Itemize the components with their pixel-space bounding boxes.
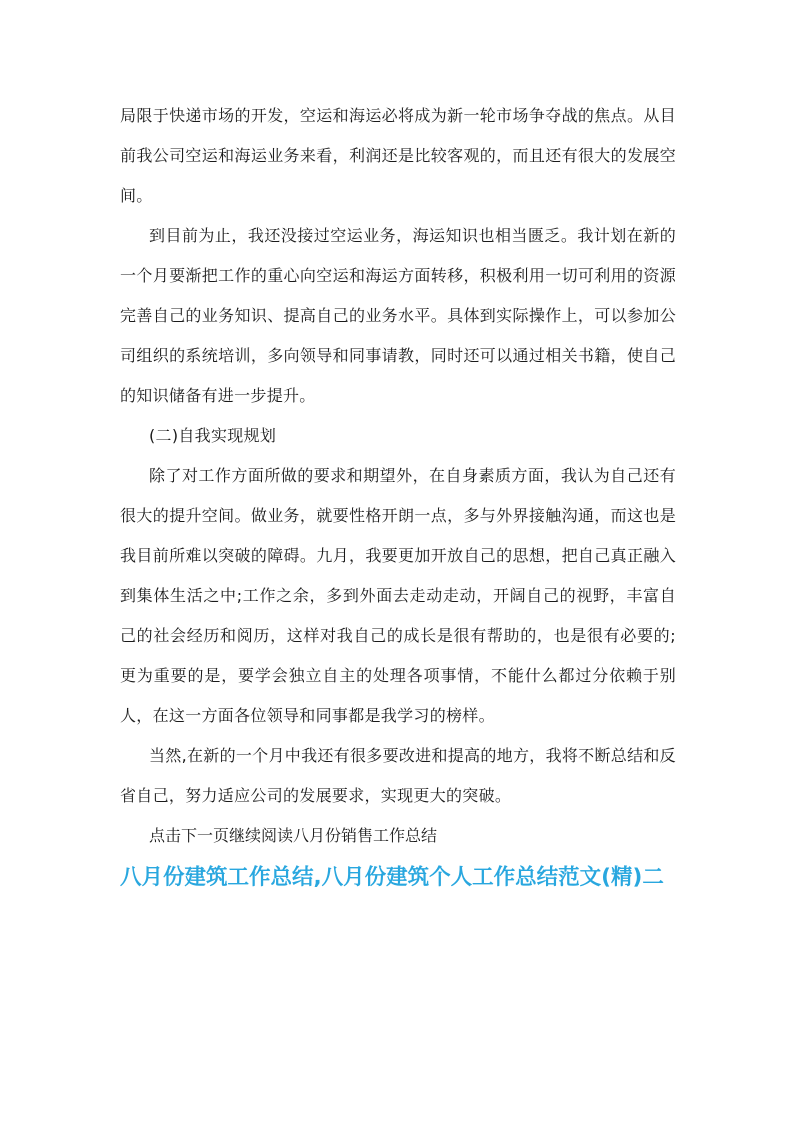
subheading-self-realization: (二)自我实现规划 (149, 426, 277, 445)
section-heading: 八月份建筑工作总结,八月份建筑个人工作总结范文(精)二 (120, 865, 664, 890)
paragraph-continuation: 局限于快递市场的开发，空运和海运必将成为新一轮市场争夺战的焦点。从目前我公司空运和海运业务来看，利润还是比较客观的，而且还有很大的发展空间。 (120, 106, 676, 205)
paragraph-conclusion: 当然,在新的一个月中我还有很多要改进和提高的地方，我将不断总结和反省自己，努力适应公司的发展要求，实现更大的突破。 (120, 746, 676, 805)
paragraph-self-improvement: 除了对工作方面所做的要求和期望外，在自身素质方面，我认为自己还有很大的提升空间。做业务，就要性格开朗一点，多与外界接触沟通，而这也是我目前所难以突破的障碍。九月，我要更加开放自己的思想，把自己真正融入到集体生活之中;工作之余，多到外面去走动走动，开阔自己的视野，丰富自己的社会经历和阅历，这样对我自己的成长是很有帮助的，也是很有必要的;更为重要的是，要学会独立自主的处理各项事情，不能什么都过分依赖于别人，在这一方面各位领导和同事都是我学习的榜样。 (120, 466, 676, 725)
paragraph-air-sea-plan: 到目前为止，我还没接过空运业务，海运知识也相当匮乏。我计划在新的一个月要渐把工作的重心向空运和海运方面转移，积极利用一切可利用的资源完善自己的业务知识、提高自己的业务水平。具体到实际操作上，可以参加公司组织的系统培训，多向领导和同事请教，同时还可以通过相关书籍，使自己的知识储备有进一步提升。 (120, 226, 676, 405)
continue-reading-link[interactable]: 点击下一页继续阅读八月份销售工作总结 (149, 826, 438, 845)
document-page (120, 96, 676, 896)
